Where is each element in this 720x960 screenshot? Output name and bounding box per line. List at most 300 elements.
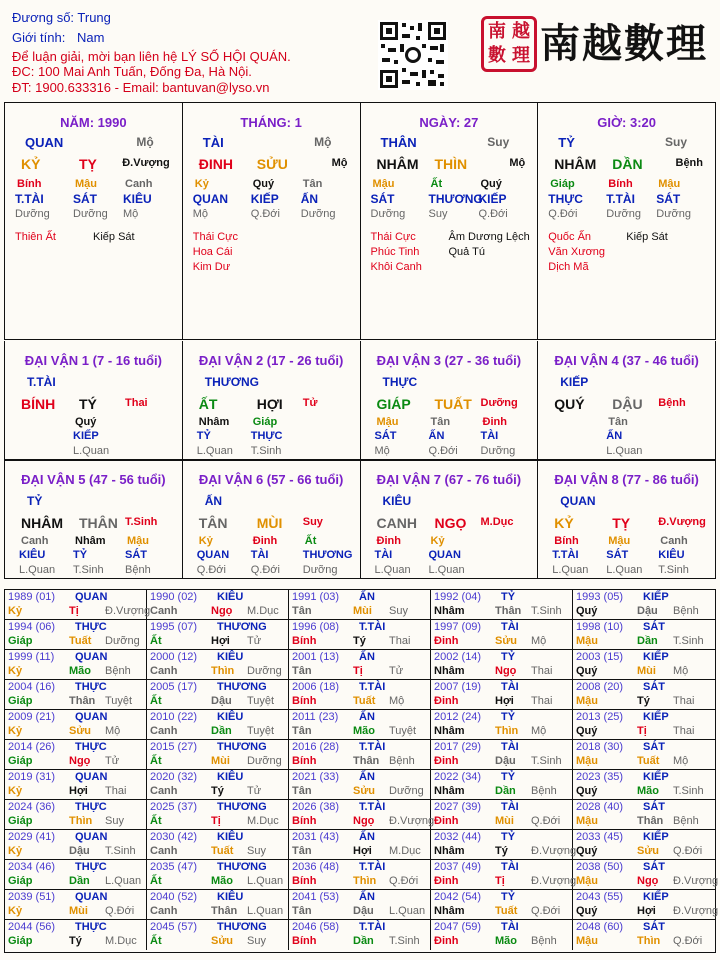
dai-van-hidden-phase: Bệnh <box>125 564 151 576</box>
year-cell <box>5 890 147 920</box>
header <box>0 0 720 100</box>
year-label: 2018 (30) <box>576 741 624 753</box>
dai-van-god: QUAN <box>560 494 596 508</box>
year-branch: Dần <box>637 635 658 647</box>
year-phase: Tuyệt <box>247 725 275 737</box>
year-branch: Ngọ <box>637 875 659 887</box>
hidden-phase: Dưỡng <box>73 208 108 220</box>
year-cell <box>289 710 431 740</box>
year-phase: M.Dục <box>105 935 137 947</box>
year-phase: Suy <box>389 605 408 617</box>
year-god: TỶ <box>501 591 516 603</box>
year-label: 2016 (28) <box>292 741 340 753</box>
dai-van-hidden-stem: Ất <box>304 535 317 547</box>
year-label: 2033 (45) <box>576 831 624 843</box>
dai-van-hidden-god: TÀI <box>374 549 393 561</box>
dai-van-hidden-phase: Q.Đới <box>196 564 226 576</box>
dai-van-phase: M.Dục <box>480 516 514 528</box>
dai-van-title: ĐẠI VẬN 2 (17 - 26 tuổi) <box>198 353 344 368</box>
year-cell <box>289 830 431 860</box>
phone-email-line: ĐT: 1900.633316 - Email: bantuvan@lyso.vn <box>12 80 270 95</box>
year-god: TỶ <box>501 711 516 723</box>
pillar-branch: DẦN <box>612 156 643 172</box>
hidden-stem: Bính <box>608 178 633 190</box>
year-branch: Tuất <box>211 845 234 857</box>
year-label: 2012 (24) <box>434 711 482 723</box>
year-cell <box>431 770 573 800</box>
dai-van-branch: DẬU <box>612 396 643 412</box>
year-branch: Ngọ <box>495 665 517 677</box>
year-phase: Mộ <box>389 695 405 707</box>
year-cell <box>573 740 715 770</box>
year-cell <box>147 890 289 920</box>
year-cell <box>573 590 715 620</box>
hidden-stem: Tân <box>302 178 323 190</box>
year-god: ẤN <box>359 771 375 783</box>
hidden-stem: Ất <box>430 178 443 190</box>
hidden-stem: Giáp <box>550 178 575 190</box>
year-cell <box>289 650 431 680</box>
hidden-god: SÁT <box>370 192 395 206</box>
yearly-table <box>4 589 719 953</box>
pillar-state: Mộ <box>314 135 332 149</box>
year-phase: Mộ <box>105 725 121 737</box>
year-stem: Đinh <box>434 875 459 887</box>
year-branch: Thìn <box>211 665 235 677</box>
year-god: SÁT <box>643 921 665 933</box>
year-branch: Ngọ <box>211 605 233 617</box>
year-phase: Q.Đới <box>531 815 561 827</box>
dai-van-phase: Bệnh <box>658 397 686 409</box>
year-stem: Quý <box>576 725 598 737</box>
year-god: THỰC <box>75 681 107 693</box>
pillar-column <box>5 103 183 339</box>
pillar-god: QUAN <box>25 135 64 150</box>
dai-van-hidden-god: ẤN <box>606 430 623 442</box>
dai-van-branch: TỴ <box>612 515 631 531</box>
year-label: 2036 (48) <box>292 861 340 873</box>
year-label: 2045 (57) <box>150 921 198 933</box>
year-branch: Dần <box>211 725 232 737</box>
year-stem: Nhâm <box>434 845 465 857</box>
year-god: QUAN <box>75 651 108 663</box>
year-label: 2025 (37) <box>150 801 198 813</box>
year-stem: Quý <box>576 665 598 677</box>
dai-van-title: ĐẠI VẬN 1 (7 - 16 tuổi) <box>24 353 162 368</box>
year-label: 1991 (03) <box>292 591 340 603</box>
year-cell <box>289 920 431 950</box>
year-stem: Ất <box>150 935 162 947</box>
star-right: Kiếp Sát <box>626 231 668 243</box>
year-phase: Mộ <box>531 635 547 647</box>
year-cell <box>289 680 431 710</box>
year-branch: Ngọ <box>69 755 91 767</box>
brand-logo: 南越數理 <box>540 20 708 67</box>
year-phase: Bệnh <box>531 785 557 797</box>
dai-van-title: ĐẠI VẬN 7 (67 - 76 tuổi) <box>376 472 522 487</box>
year-branch: Tuất <box>637 755 660 767</box>
dai-van-god: KIÊU <box>382 494 412 508</box>
pillar-phase: Mộ <box>509 157 526 169</box>
year-phase: L.Quan <box>105 875 142 887</box>
dai-van-hidden-god: KIÊU <box>658 549 685 561</box>
year-label: 2013 (25) <box>576 711 624 723</box>
year-label: 1999 (11) <box>8 651 55 663</box>
year-stem: Đinh <box>434 815 459 827</box>
year-stem: Bính <box>292 815 317 827</box>
year-label: 2027 (39) <box>434 801 482 813</box>
year-label: 2032 (44) <box>434 831 482 843</box>
year-god: ẤN <box>359 831 375 843</box>
year-branch: Mão <box>637 785 659 797</box>
year-label: 1996 (08) <box>292 621 340 633</box>
year-cell <box>573 830 715 860</box>
year-stem: Giáp <box>8 635 33 647</box>
pillar-stem: NHÂM <box>554 156 597 172</box>
dai-van-branch: TUẤT <box>434 396 472 412</box>
hidden-stem: Quý <box>480 178 502 190</box>
year-god: TÀI <box>501 861 519 873</box>
year-phase: Bệnh <box>673 815 699 827</box>
year-phase: Tuyệt <box>247 695 275 707</box>
hidden-phase: Dưỡng <box>300 208 336 220</box>
year-stem: Mậu <box>576 815 598 827</box>
year-stem: Quý <box>576 905 598 917</box>
year-label: 2041 (53) <box>292 891 340 903</box>
year-god: T.TÀI <box>359 861 386 873</box>
dai-van-hidden-phase: Mộ <box>374 445 390 457</box>
pillar-god: TỶ <box>558 135 575 150</box>
year-stem: Kỷ <box>8 845 23 857</box>
red-seal-stamp: 南 越 數 理 <box>481 16 537 72</box>
pillar-branch: SỬU <box>256 156 288 172</box>
year-label: 2044 (56) <box>8 921 56 933</box>
hidden-god: KIÊU <box>123 192 152 206</box>
year-god: SÁT <box>643 801 665 813</box>
dai-van-hidden-stem: Mậu <box>608 535 631 547</box>
dai-van-god: ẤN <box>204 494 223 508</box>
star-left: Thái Cực <box>192 231 239 243</box>
year-stem: Bính <box>292 935 317 947</box>
year-cell <box>5 800 147 830</box>
pillar-phase: Đ.Vượng <box>122 157 170 169</box>
year-branch: Mùi <box>211 755 230 767</box>
pillar-phase: Mộ <box>331 157 348 169</box>
pillar-column <box>538 103 715 339</box>
year-phase: Q.Đới <box>389 875 419 887</box>
year-god: TỶ <box>501 771 516 783</box>
dai-van-hidden-god: KIẾP <box>73 430 99 442</box>
year-branch: Thìn <box>69 815 93 827</box>
year-cell <box>5 710 147 740</box>
year-god: TỶ <box>501 831 516 843</box>
dai-van-cell <box>183 341 361 459</box>
year-branch: Dậu <box>495 755 516 767</box>
year-label: 2008 (20) <box>576 681 624 693</box>
year-branch: Hợi <box>495 695 514 707</box>
year-cell <box>5 740 147 770</box>
year-label: 2019 (31) <box>8 771 56 783</box>
hidden-phase: Dưỡng <box>15 208 50 220</box>
year-cell <box>147 860 289 890</box>
year-branch: Tị <box>211 815 221 827</box>
year-phase: Tử <box>247 635 262 647</box>
year-god: TÀI <box>501 621 519 633</box>
year-god: T.TÀI <box>359 621 386 633</box>
year-stem: Quý <box>576 605 598 617</box>
year-label: 1993 (05) <box>576 591 624 603</box>
dai-van-hidden-stem: Bính <box>554 535 579 547</box>
year-label: 2039 (51) <box>8 891 56 903</box>
year-stem: Mậu <box>576 935 598 947</box>
year-cell <box>431 890 573 920</box>
dai-van-hidden-god: THỰC <box>250 430 283 442</box>
year-label: 2029 (41) <box>8 831 56 843</box>
year-branch: Hợi <box>637 905 656 917</box>
star-left: Thiên Ất <box>15 231 56 243</box>
year-cell <box>147 920 289 950</box>
dai-van-hidden-stem: Nhâm <box>198 416 230 428</box>
dai-van-hidden-god: T.TÀI <box>552 549 579 561</box>
year-cell <box>431 620 573 650</box>
year-branch: Hợi <box>211 635 230 647</box>
dai-van-hidden-phase: L.Quan <box>606 564 643 576</box>
year-stem: Đinh <box>434 635 459 647</box>
year-phase: Thai <box>673 725 695 737</box>
year-label: 2028 (40) <box>576 801 624 813</box>
gender-label: Giới tính: <box>12 30 66 45</box>
hidden-stem: Canh <box>125 178 153 190</box>
hidden-stem: Quý <box>252 178 275 190</box>
pillar-branch: THÌN <box>434 156 468 172</box>
year-cell <box>289 770 431 800</box>
hidden-phase: Suy <box>428 208 448 220</box>
year-phase: T.Sinh <box>105 845 136 857</box>
dai-van-table <box>4 341 716 579</box>
year-label: 2007 (19) <box>434 681 482 693</box>
year-stem: Nhâm <box>434 725 465 737</box>
year-branch: Thìn <box>353 875 377 887</box>
hidden-god: SÁT <box>73 192 97 206</box>
dai-van-hidden-phase: T.Sinh <box>250 445 282 457</box>
year-stem: Bính <box>292 695 317 707</box>
year-stem: Mậu <box>576 875 598 887</box>
pillar-god: THÂN <box>380 135 417 150</box>
year-cell <box>431 830 577 860</box>
year-god: SÁT <box>643 621 665 633</box>
year-cell <box>5 590 151 620</box>
year-god: THƯƠNG <box>217 921 267 933</box>
year-branch: Dậu <box>637 605 658 617</box>
year-stem: Kỷ <box>8 905 23 917</box>
year-phase: Q.Đới <box>105 905 135 917</box>
dai-van-hidden-stem: Canh <box>21 535 49 547</box>
year-label: 2004 (16) <box>8 681 56 693</box>
year-branch: Mão <box>69 665 91 677</box>
year-label: 2023 (35) <box>576 771 624 783</box>
year-cell <box>431 680 573 710</box>
year-branch: Tuất <box>69 635 92 647</box>
year-phase: Q.Đới <box>531 905 561 917</box>
year-label: 2042 (54) <box>434 891 482 903</box>
address-line: ĐC: 100 Mai Anh Tuấn, Đống Đa, Hà Nội. <box>12 64 252 79</box>
year-god: T.TÀI <box>359 741 386 753</box>
year-label: 1992 (04) <box>434 591 482 603</box>
dai-van-hidden-stem: Nhâm <box>75 535 106 547</box>
year-cell <box>573 920 715 950</box>
year-label: 2043 (55) <box>576 891 624 903</box>
year-branch: Tý <box>211 785 224 797</box>
star-left: Hoa Cái <box>192 246 233 258</box>
year-branch: Hợi <box>353 845 372 857</box>
dai-van-hidden-stem: Quý <box>75 416 97 428</box>
dai-van-row <box>5 341 715 459</box>
pillar-column <box>183 103 361 339</box>
year-cell <box>147 770 289 800</box>
star-left: Thái Cực <box>370 231 416 243</box>
year-cell <box>147 710 289 740</box>
year-stem: Mậu <box>576 755 598 767</box>
year-branch: Tý <box>495 845 508 857</box>
year-branch: Tuất <box>353 695 376 707</box>
year-branch: Dần <box>353 935 374 947</box>
year-branch: Sửu <box>637 845 660 857</box>
year-stem: Ất <box>150 755 162 767</box>
dai-van-hidden-stem: Kỷ <box>198 535 213 547</box>
star-left: Quốc Ấn <box>548 231 592 243</box>
year-cell <box>573 680 715 710</box>
year-cell <box>289 590 431 620</box>
dai-van-cell <box>5 341 183 459</box>
year-phase: M.Dục <box>247 815 279 827</box>
dai-van-stem: CANH <box>376 515 417 531</box>
pillar-title: NGÀY: 27 <box>419 115 479 130</box>
year-phase: M.Dục <box>389 845 421 857</box>
year-god: KIẾP <box>643 891 669 903</box>
year-stem: Mậu <box>576 695 598 707</box>
year-phase: Dưỡng <box>389 785 424 797</box>
dai-van-hidden-stem: Mậu <box>376 416 399 428</box>
year-phase: T.Sinh <box>531 605 562 617</box>
year-god: THƯƠNG <box>217 621 267 633</box>
year-branch: Thìn <box>495 725 519 737</box>
dai-van-hidden-god: KIÊU <box>19 549 46 561</box>
dai-van-stem: TÂN <box>198 515 228 531</box>
year-cell <box>573 860 719 890</box>
year-branch: Thân <box>353 755 380 767</box>
dai-van-cell <box>538 460 715 578</box>
year-god: ẤN <box>359 591 375 603</box>
year-cell <box>289 860 431 890</box>
dai-van-hidden-god: ẤN <box>428 430 445 442</box>
year-cell <box>431 920 573 950</box>
dai-van-phase: Thai <box>125 397 148 409</box>
dai-van-hidden-phase: Q.Đới <box>428 445 458 457</box>
dai-van-hidden-god: SÁT <box>374 430 397 442</box>
owner-name: Đương số: Trung <box>12 10 111 25</box>
year-cell <box>431 740 573 770</box>
gender-value: Nam <box>76 30 105 45</box>
year-label: 2000 (12) <box>150 651 198 663</box>
year-label: 2006 (18) <box>292 681 340 693</box>
year-cell <box>431 590 573 620</box>
year-stem: Nhâm <box>434 605 465 617</box>
year-label: 2040 (52) <box>150 891 198 903</box>
year-label: 2031 (43) <box>292 831 340 843</box>
year-stem: Canh <box>150 605 178 617</box>
dai-van-phase: Dưỡng <box>480 397 518 409</box>
year-stem: Đinh <box>434 695 459 707</box>
year-phase: Suy <box>105 815 124 827</box>
year-branch: Tị <box>495 875 505 887</box>
year-phase: Q.Đới <box>673 845 703 857</box>
dai-van-row <box>5 460 715 578</box>
star-left: Dịch Mã <box>548 261 589 273</box>
year-stem: Đinh <box>434 755 459 767</box>
dai-van-hidden-stem: Tân <box>608 416 628 428</box>
hidden-stem: Kỷ <box>194 178 209 190</box>
year-cell <box>147 740 289 770</box>
year-god: KIÊU <box>217 891 244 903</box>
year-branch: Thân <box>69 695 96 707</box>
year-phase: Bệnh <box>531 935 557 947</box>
pillar-state: Mộ <box>136 135 154 149</box>
year-god: TÀI <box>501 801 519 813</box>
year-phase: Dưỡng <box>247 665 282 677</box>
year-phase: Dưỡng <box>247 755 282 767</box>
year-god: QUAN <box>75 591 108 603</box>
dai-van-cell <box>361 341 539 459</box>
year-branch: Mão <box>211 875 233 887</box>
year-branch: Tý <box>69 935 82 947</box>
year-branch: Sửu <box>353 785 376 797</box>
year-god: KIẾP <box>643 651 669 663</box>
year-god: TÀI <box>501 681 519 693</box>
year-label: 2005 (17) <box>150 681 198 693</box>
year-phase: Thai <box>673 695 695 707</box>
year-stem: Quý <box>576 785 598 797</box>
year-label: 2048 (60) <box>576 921 624 933</box>
year-phase: Đ.Vượng <box>105 605 151 617</box>
contact-line: Để luận giải, mời bạn liên hệ LÝ SỐ HỘI QUÁN. <box>12 49 291 64</box>
year-branch: Dậu <box>69 845 90 857</box>
year-god: ẤN <box>359 711 375 723</box>
year-branch: Sửu <box>211 935 234 947</box>
year-label: 2035 (47) <box>150 861 198 873</box>
dai-van-hidden-phase: L.Quan <box>552 564 589 576</box>
dai-van-title: ĐẠI VẬN 5 (47 - 56 tuổi) <box>21 472 166 487</box>
year-label: 2026 (38) <box>292 801 340 813</box>
four-pillars-table <box>4 102 716 340</box>
pillar-title: NĂM: 1990 <box>60 115 127 130</box>
pillar-god: TÀI <box>202 135 224 150</box>
dai-van-cell <box>183 460 361 578</box>
year-god: QUAN <box>75 711 108 723</box>
year-branch: Mùi <box>69 905 88 917</box>
dai-van-god: KIẾP <box>560 375 589 389</box>
hidden-phase: Q.Đới <box>548 208 578 220</box>
dai-van-god: THƯƠNG <box>204 375 259 389</box>
hidden-phase: Dưỡng <box>606 208 642 220</box>
year-stem: Ất <box>150 635 162 647</box>
year-stem: Bính <box>292 755 317 767</box>
dai-van-hidden-phase: Dưỡng <box>302 564 338 576</box>
year-branch: Tý <box>353 635 366 647</box>
year-god: KIÊU <box>217 771 244 783</box>
dai-van-cell <box>5 460 183 578</box>
year-god: KIÊU <box>217 651 244 663</box>
year-god: SÁT <box>643 741 665 753</box>
